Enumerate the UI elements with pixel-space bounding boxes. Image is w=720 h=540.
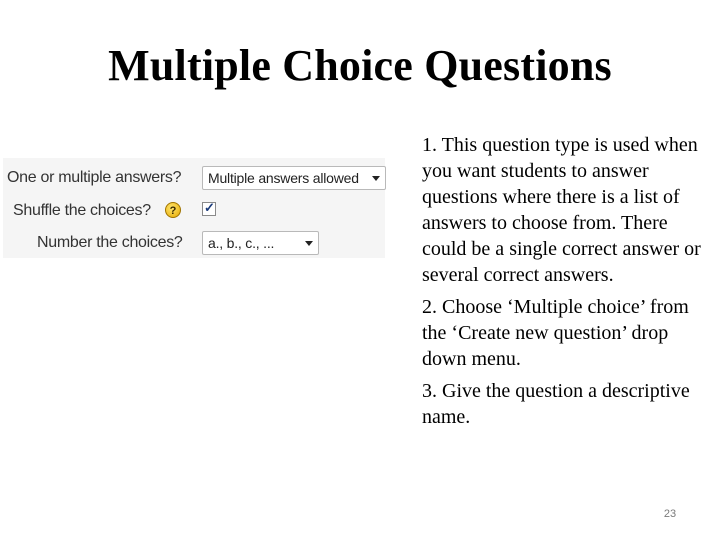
numbering-select[interactable]: [202, 231, 319, 255]
page-number: 23: [663, 508, 677, 520]
answers-select[interactable]: [202, 166, 386, 190]
question-settings-screenshot: [3, 158, 385, 258]
shuffle-row: [3, 196, 385, 226]
instruction-step-3: 3. Give the question a descriptive name.: [422, 380, 690, 428]
chevron-down-icon: [372, 176, 380, 181]
answers-label: One or multiple answers?: [7, 169, 182, 186]
answers-row: [3, 163, 385, 193]
slide-title: Multiple Choice Questions: [108, 41, 612, 90]
answers-select-value: Multiple answers allowed: [208, 170, 359, 186]
shuffle-checkbox[interactable]: [202, 202, 216, 216]
shuffle-label: Shuffle the choices?: [13, 202, 151, 219]
chevron-down-icon: [305, 241, 313, 246]
instruction-step-2: 2. Choose ‘Multiple choice’ from the ‘Create new question’ drop down menu.: [422, 296, 689, 370]
instructions-text: [422, 132, 712, 436]
numbering-select-value: a., b., c., ...: [208, 235, 275, 251]
instruction-step-1: 1. This question type is used when you want students to answer questions where there is a list of answers to choose from. There could be a single correct answer or several correct answers.: [422, 134, 701, 286]
checkmark-icon: ✓: [204, 200, 215, 215]
numbering-row: [3, 228, 385, 258]
help-icon[interactable]: ?: [165, 202, 181, 218]
numbering-label: Number the choices?: [37, 234, 183, 251]
